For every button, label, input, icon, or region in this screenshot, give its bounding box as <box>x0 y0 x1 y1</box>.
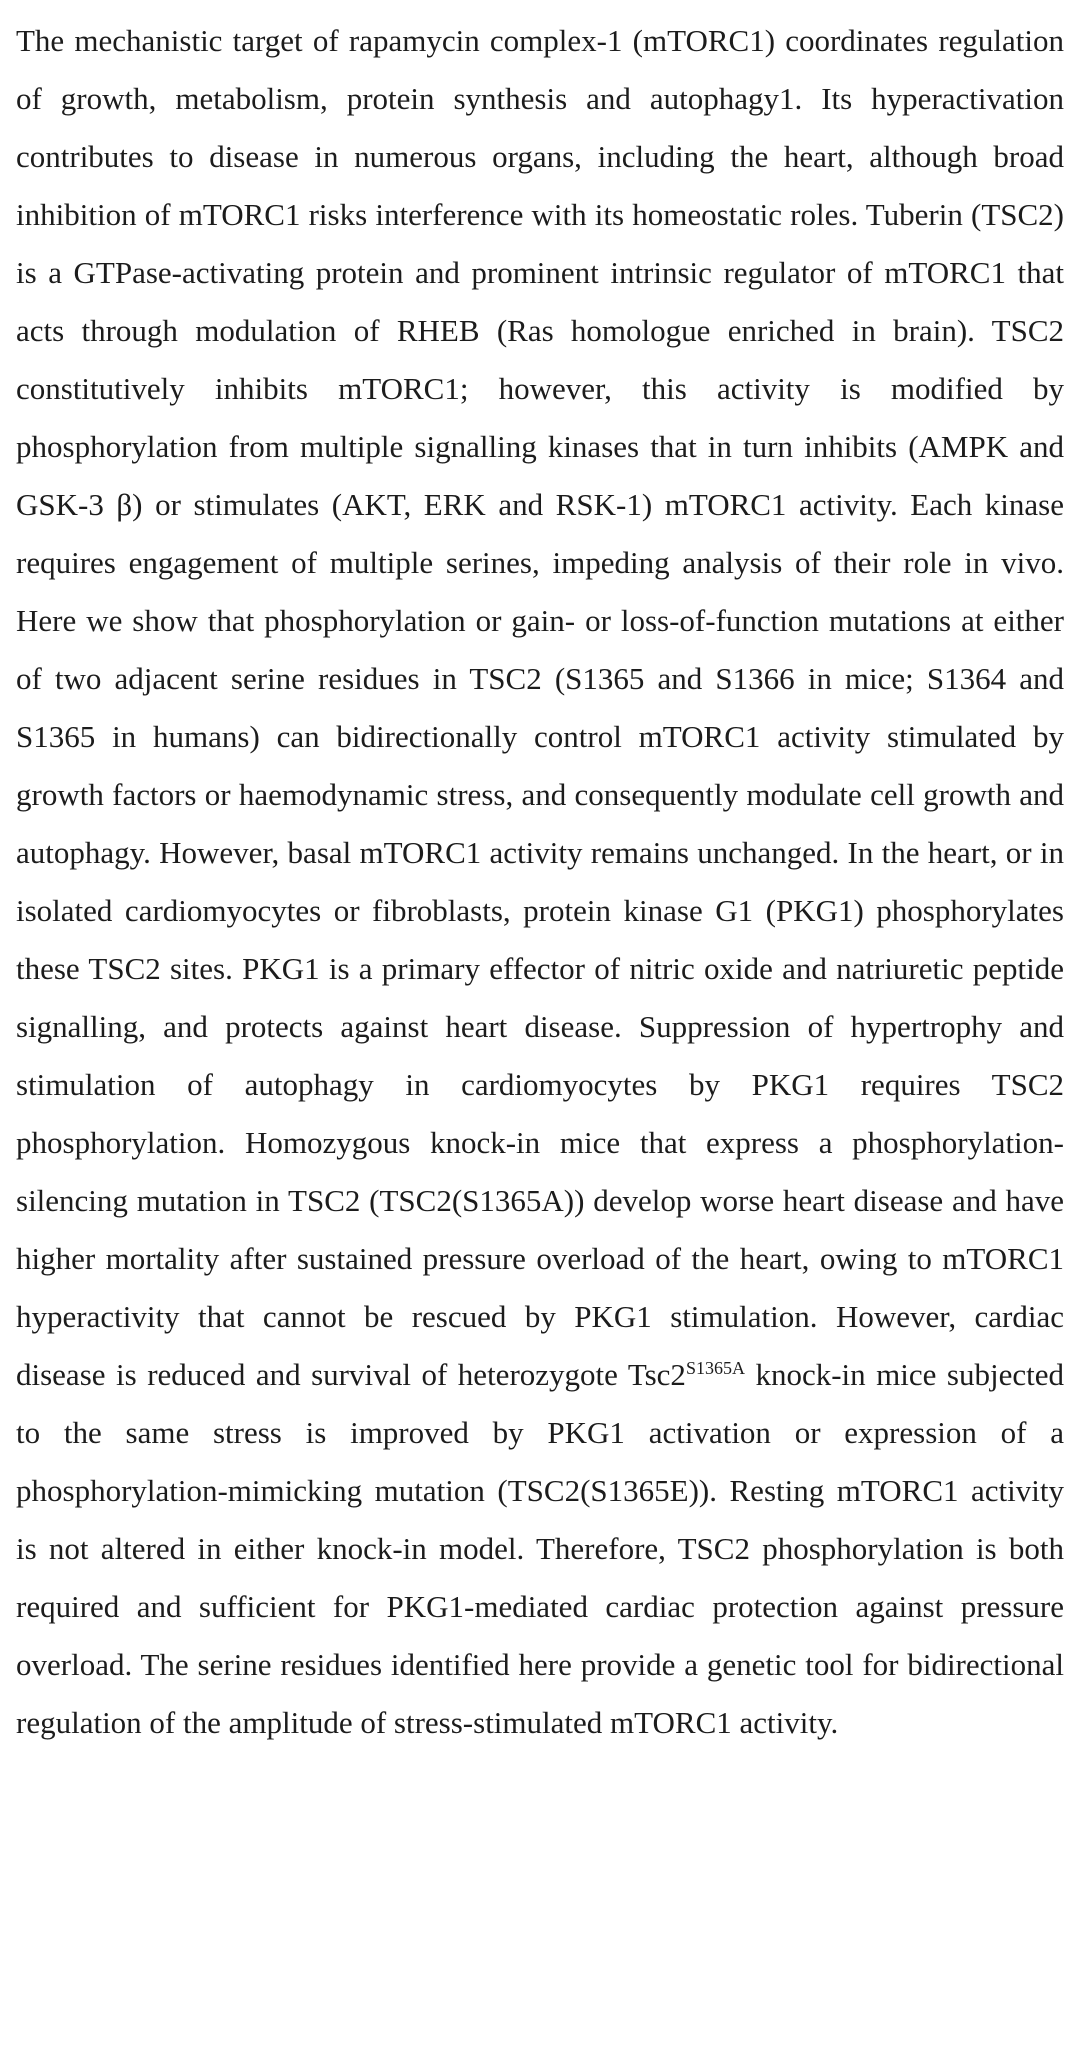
abstract-text-part1: The mechanistic target of rapamycin complex-1 (mTORC1) coordinates regulation of growth, metabolism, protein synthesis and autophagy1. Its hyperactivation contributes to disease in numerous organs, including the heart, although broad inhibition of mTORC1 risks interference with its homeostatic roles. Tuberin (TSC2) is a GTPase-activating protein and prominent intrinsic regulator of mTORC1 that acts through modulation of RHEB (Ras homologue enriched in brain). TSC2 constitutively inhibits mTORC1; however, this activity is modified by phosphorylation from multiple signalling kinases that in turn inhibits (AMPK and GSK-3 β) or stimulates (AKT, ERK and RSK-1) mTORC1 activity. Each kinase requires engagement of multiple serines, impeding analysis of their role in vivo. Here we show that phosphorylation or gain- or loss-of-function mutations at either of two adjacent serine residues in TSC2 (S1365 and S1366 in mice; S1364 and S1365 in humans) can bidirectionally control mTORC1 activity stimulated by growth factors or haemodynamic stress, and consequently modulate cell growth and autophagy. However, basal mTORC1 activity remains unchanged. In the heart, or in isolated cardiomyocytes or fibroblasts, protein kinase G1 (PKG1) phosphorylates these TSC2 sites. PKG1 is a primary effector of nitric oxide and natriuretic peptide signalling, and protects against heart disease. Suppression of hypertrophy and stimulation of autophagy in cardiomyocytes by PKG1 requires TSC2 phosphorylation. Homozygous knock-in mice that express a phosphorylation-silencing mutation in TSC2 (TSC2(S1365A)) develop worse heart disease and have higher mortality after sustained pressure overload of the heart, owing to mTORC1 hyperactivity that cannot be rescued by PKG1 stimulation. However, cardiac disease is reduced and survival of heterozygote Tsc2 <box>16 23 1064 1392</box>
allele-superscript: S1365A <box>685 1358 745 1378</box>
abstract-paragraph <box>16 12 1064 1752</box>
abstract-text-part2: knock-in mice subjected to the same stress is improved by PKG1 activation or expression of a phosphorylation-mimicking mutation (TSC2(S1365E)). Resting mTORC1 activity is not altered in either knock-in model. Therefore, TSC2 phosphorylation is both required and sufficient for PKG1-mediated cardiac protection against pressure overload. The serine residues identified here provide a genetic tool for bidirectional regulation of the amplitude of stress-stimulated mTORC1 activity. <box>16 1357 1064 1740</box>
